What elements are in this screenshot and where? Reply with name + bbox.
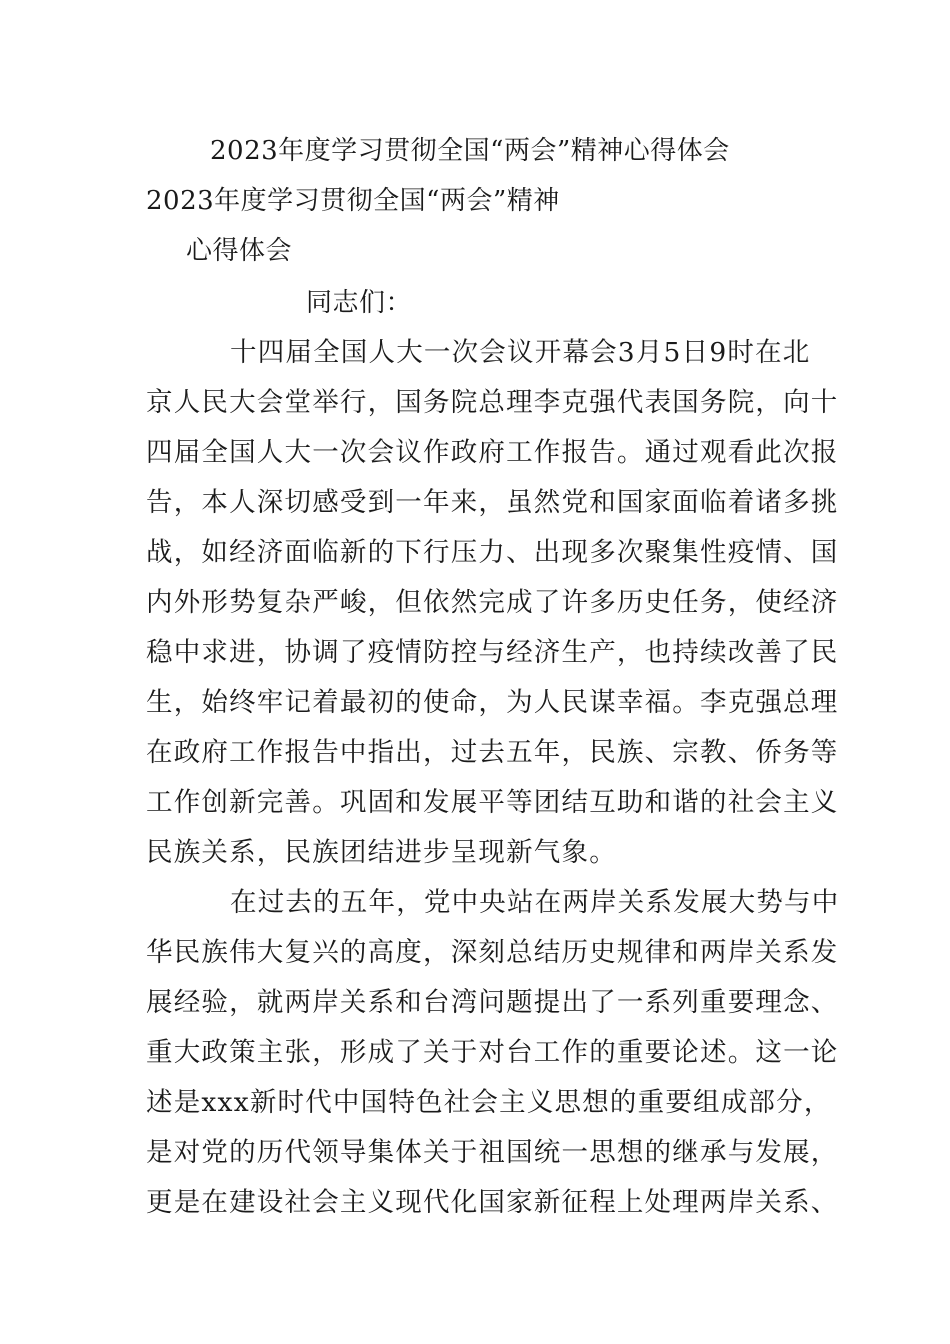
paragraph1-line: 告，本人深切感受到一年来，虽然党和国家面临着诸多挑: [146, 487, 839, 518]
paragraph2-line: 述是xxx新时代中国特色社会主义思想的重要组成部分，: [146, 1087, 832, 1118]
paragraph2-line: 重大政策主张，形成了关于对台工作的重要论述。这一论: [146, 1037, 839, 1068]
paragraph1-line: 工作创新完善。巩固和发展平等团结互助和谐的社会主义: [146, 787, 839, 818]
paragraph2-line: 更是在建设社会主义现代化国家新征程上处理两岸关系、: [146, 1187, 839, 1218]
paragraph1-line: 内外形势复杂严峻，但依然完成了许多历史任务，使经济: [146, 587, 839, 618]
paragraph2-line: 展经验，就两岸关系和台湾问题提出了一系列重要理念、: [146, 987, 839, 1018]
paragraph1-line: 稳中求进，协调了疫情防控与经济生产，也持续改善了民: [146, 637, 839, 668]
paragraph1-line: 在政府工作报告中指出，过去五年，民族、宗教、侨务等: [146, 737, 839, 768]
salutation: 同志们：: [306, 288, 413, 318]
paragraph1-line: 四届全国人大一次会议作政府工作报告。通过观看此次报: [146, 437, 839, 468]
paragraph1-line: 京人民大会堂举行，国务院总理李克强代表国务院，向十: [146, 387, 839, 418]
paragraph2-line: 是对党的历代领导集体关于祖国统一思想的继承与发展，: [146, 1137, 839, 1168]
paragraph2-line: 华民族伟大复兴的高度，深刻总结历史规律和两岸关系发: [146, 937, 839, 968]
document-subtitle-line1: 2023年度学习贯彻全国“两会”精神: [146, 186, 560, 216]
document-subtitle-line2: 心得体会: [186, 236, 293, 266]
document-title: 2023年度学习贯彻全国“两会”精神心得体会: [210, 136, 730, 166]
paragraph1-line: 战，如经济面临新的下行压力、出现多次聚集性疫情、国: [146, 537, 839, 568]
paragraph2-line: 在过去的五年，党中央站在两岸关系发展大势与中: [230, 887, 840, 918]
paragraph1-line: 民族关系，民族团结进步呈现新气象。: [146, 837, 617, 868]
paragraph1-line: 十四届全国人大一次会议开幕会3月5日9时在北: [230, 337, 811, 368]
paragraph1-line: 生，始终牢记着最初的使命，为人民谋幸福。李克强总理: [146, 687, 839, 718]
